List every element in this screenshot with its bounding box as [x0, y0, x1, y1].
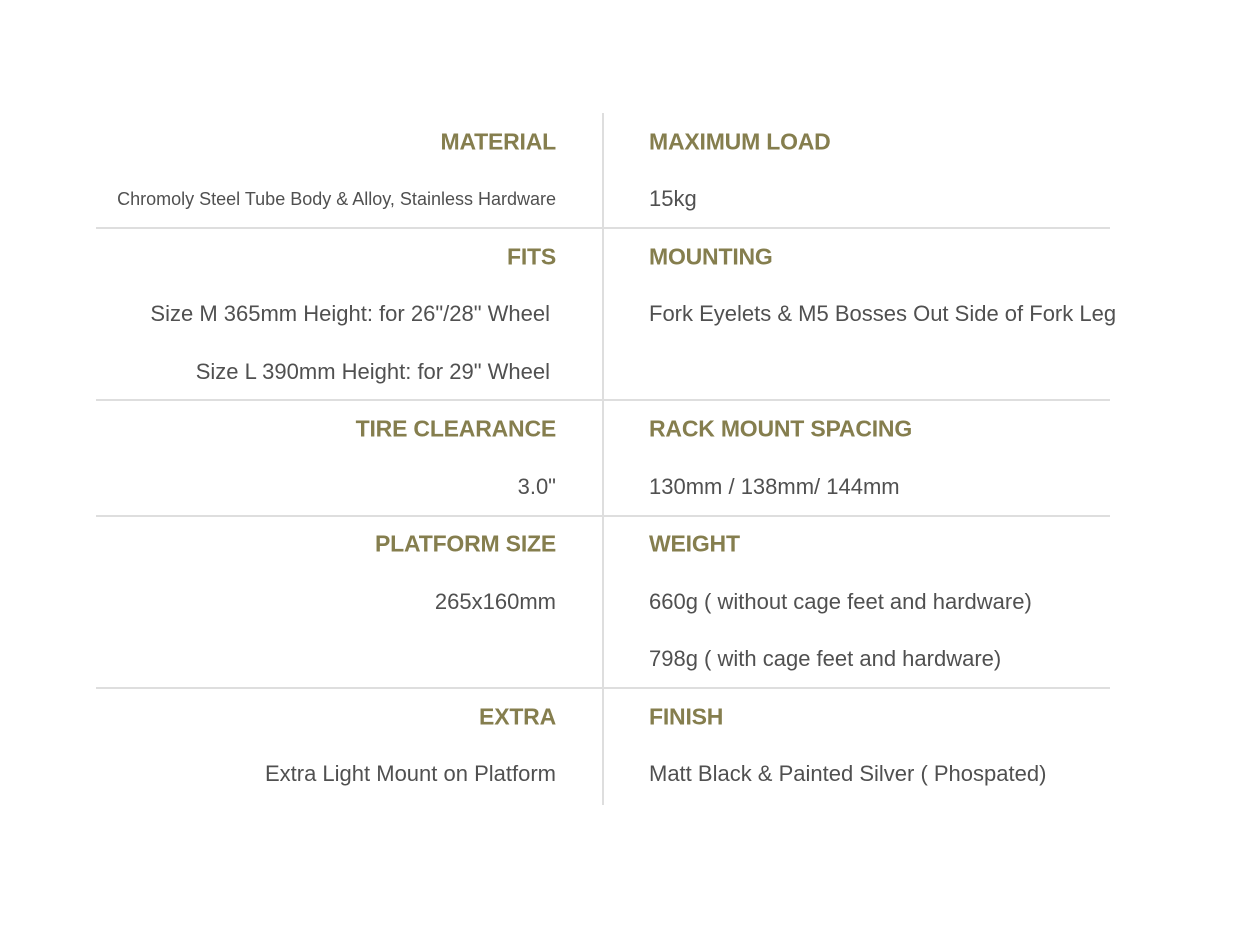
extra-value: Extra Light Mount on Platform [264, 761, 556, 786]
extra-label: EXTRA [479, 703, 556, 730]
maximum-load-label: MAXIMUM LOAD [649, 128, 831, 155]
material-value: Chromoly Steel Tube Body & Alloy, Stainless Hardware [117, 189, 556, 209]
rack-mount-spacing-label: RACK MOUNT SPACING [649, 415, 913, 442]
row-divider [96, 227, 1110, 229]
fits-value-size-l: Size L 390mm Height: for 29" Wheel [195, 359, 550, 384]
tire-clearance-label: TIRE CLEARANCE [355, 415, 556, 442]
weight-label: WEIGHT [649, 530, 740, 557]
maximum-load-value: 15kg [649, 186, 697, 211]
rack-mount-spacing-value: 130mm / 138mm/ 144mm [649, 474, 900, 499]
tire-clearance-value: 3.0" [517, 474, 556, 499]
row-divider [96, 515, 1110, 517]
weight-value-with-feet: 798g ( with cage feet and hardware) [649, 646, 1002, 671]
finish-label: FINISH [649, 703, 724, 730]
row-divider [96, 399, 1110, 401]
finish-value: Matt Black & Painted Silver ( Phospated) [649, 761, 1047, 786]
weight-value-without-feet: 660g ( without cage feet and hardware) [649, 589, 1032, 614]
fits-label: FITS [506, 243, 556, 270]
material-label: MATERIAL [440, 128, 556, 155]
mounting-value: Fork Eyelets & M5 Bosses Out Side of Fork Leg [649, 301, 1117, 326]
column-divider [602, 113, 604, 805]
fits-value-size-m: Size M 365mm Height: for 26"/28" Wheel [150, 301, 550, 326]
platform-size-label: PLATFORM SIZE [375, 530, 556, 557]
row-divider [96, 687, 1110, 689]
mounting-label: MOUNTING [649, 243, 773, 270]
platform-size-value: 265x160mm [434, 589, 556, 614]
